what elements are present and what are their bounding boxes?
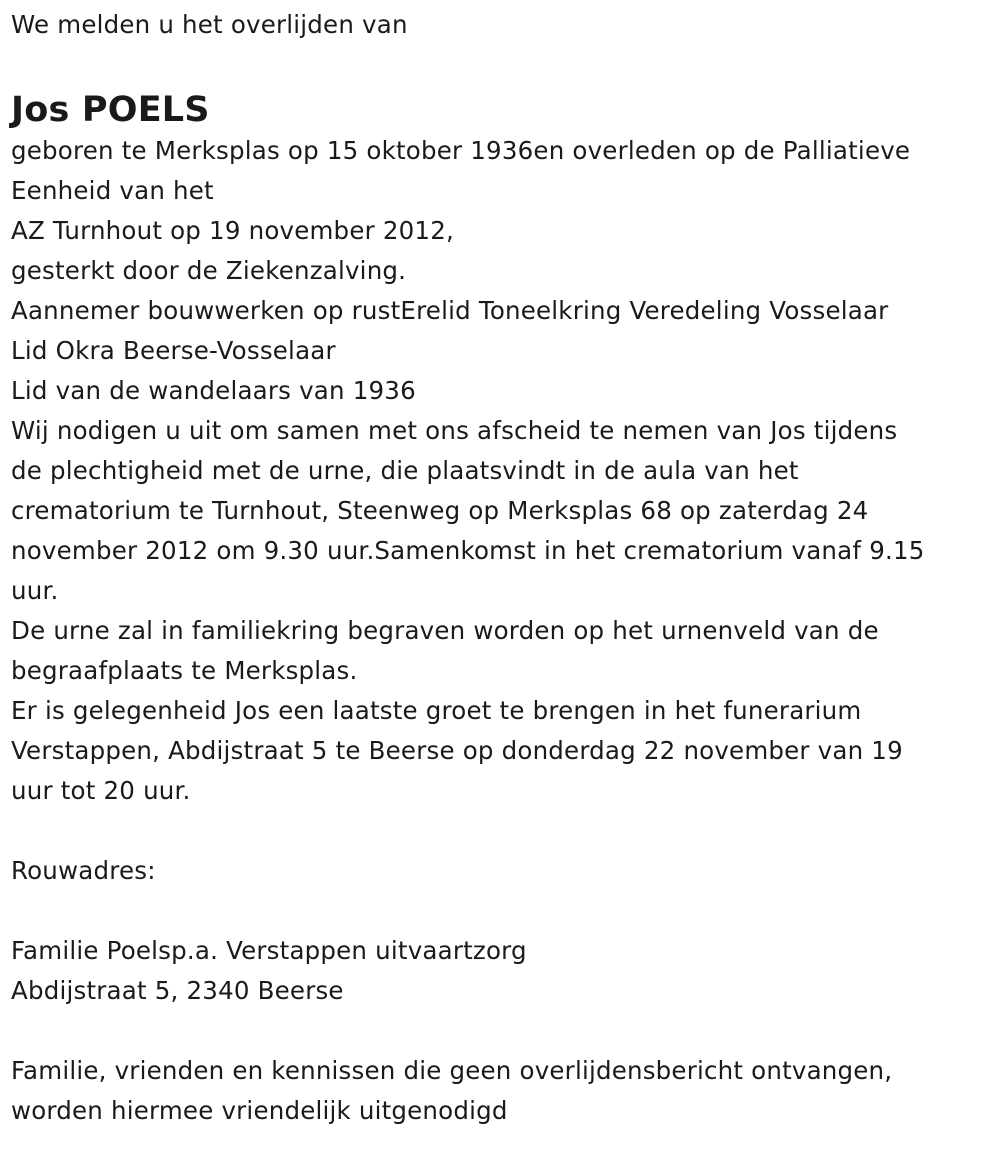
bio-line: Lid van de wandelaars van 1936 — [11, 376, 416, 405]
deceased-name: Jos POELS — [11, 90, 210, 130]
closing-text — [11, 1051, 991, 1131]
bio-line: Eenheid van het — [11, 176, 214, 205]
spacer — [11, 1011, 991, 1051]
address-label: Rouwadres: — [11, 856, 156, 885]
visit-line: Verstappen, Abdijstraat 5 te Beerse op donderdag 22 november van 19 — [11, 736, 903, 765]
intro-text: We melden u het overlijden van — [11, 10, 408, 39]
ceremony-line: november 2012 om 9.30 uur.Samenkomst in het crematorium vanaf 9.15 — [11, 536, 925, 565]
visit-line: uur tot 20 uur. — [11, 776, 191, 805]
death-notice — [11, 0, 991, 1131]
ceremony-line: Wij nodigen u uit om samen met ons afscheid te nemen van Jos tijdens — [11, 416, 898, 445]
ceremony-info — [11, 411, 991, 611]
ceremony-line: crematorium te Turnhout, Steenweg op Merksplas 68 op zaterdag 24 — [11, 496, 869, 525]
bio-line: Lid Okra Beerse-Vosselaar — [11, 336, 336, 365]
burial-line: De urne zal in familiekring begraven worden op het urnenveld van de — [11, 616, 879, 645]
visit-line: Er is gelegenheid Jos een laatste groet te brengen in het funerarium — [11, 696, 862, 725]
bio-line: gesterkt door de Ziekenzalving. — [11, 256, 407, 285]
address-line: Abdijstraat 5, 2340 Beerse — [11, 976, 344, 1005]
spacer — [11, 891, 991, 931]
bio-line: Aannemer bouwwerken op rustErelid Toneelkring Veredeling Vosselaar — [11, 296, 889, 325]
mourning-address — [11, 931, 991, 1011]
burial-info — [11, 611, 991, 691]
spacer — [11, 811, 991, 851]
ceremony-line: de plechtigheid met de urne, die plaatsvindt in de aula van het — [11, 456, 799, 485]
visitation-info — [11, 691, 991, 811]
bio-line: geboren te Merksplas op 15 oktober 1936en overleden op de Palliatieve — [11, 136, 911, 165]
bio-line: AZ Turnhout op 19 november 2012, — [11, 216, 454, 245]
closing-line: Familie, vrienden en kennissen die geen overlijdensbericht ontvangen, — [11, 1056, 893, 1085]
ceremony-line: uur. — [11, 576, 59, 605]
closing-line: worden hiermee vriendelijk uitgenodigd — [11, 1096, 508, 1125]
burial-line: begraafplaats te Merksplas. — [11, 656, 358, 685]
biography — [11, 131, 991, 411]
address-line: Familie Poelsp.a. Verstappen uitvaartzorg — [11, 936, 527, 965]
